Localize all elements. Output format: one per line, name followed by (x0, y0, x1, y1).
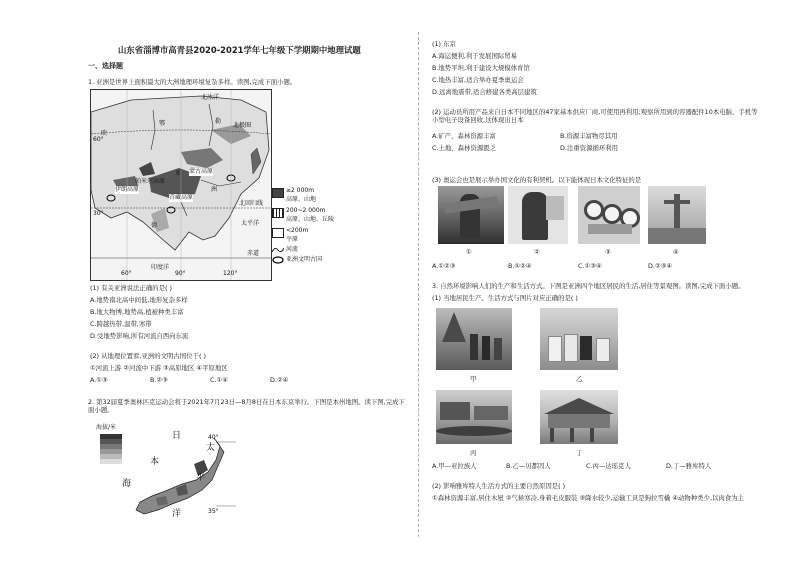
q1-sub1-stem: (1) 有关亚洲说法正确的是( ) (90, 284, 173, 292)
japan-label-nichi: 日 (172, 431, 182, 441)
map-label-lon-90: 90° (175, 270, 186, 277)
japan-label-tai: 太 (206, 443, 216, 453)
q1-sub1-option-d[interactable]: D.受地势影响,所有河流自西向东流 (90, 332, 189, 340)
q3-sub2-options-line: ①森林资源丰富,居住木屋 ②气候寒冷,身着毛皮服装 ③降水较少,运输工具是狗拉雪橇 ④动物种类少,以肉食为主 (432, 494, 744, 502)
culture-photo-4 (648, 186, 706, 244)
legend-label-river: 河流 (286, 246, 299, 253)
q3-sub1-stem: (1) 当地居民生产、生活方式与图片对应正确的是( ) (432, 294, 578, 302)
q2-sub3-choice-b[interactable]: B.①②④ (508, 262, 532, 270)
map-label-asia-a: 亚 (175, 170, 182, 177)
japan-label-hon: 本 (150, 457, 160, 467)
lifestyle-photo-bing-label: 丙 (470, 449, 477, 457)
map-label-lat-60: 60° (93, 136, 104, 143)
map-label-tropic-cancer: 北回归线 (239, 200, 264, 207)
q1-sub2-choice-a[interactable]: A.①③ (90, 376, 108, 384)
lifestyle-photo-jia-label: 甲 (470, 375, 477, 383)
q2-sub2-option-d[interactable]: D.注重资源循环利用 (560, 144, 619, 152)
asia-map-graphic (91, 90, 271, 280)
q2-sub1-option-d[interactable]: D.远离地震带,适合修建各类高层建筑 (432, 88, 537, 96)
japan-label-lat40: 40° (208, 434, 219, 441)
lifestyle-photo-bing (436, 390, 512, 444)
map-label-tibetan-plateau: 青藏高原 (169, 194, 194, 201)
japan-label-yo: 洋 (172, 509, 182, 519)
map-label-lena-river: 勒 (215, 118, 222, 125)
q2-sub2-option-c[interactable]: C.土地、森林资源匮乏 (432, 144, 497, 152)
map-label-arctic-ocean: 北冰洋 (201, 94, 220, 101)
map-label-lon-120: 120° (223, 270, 238, 277)
map-label-equator: 赤道 (247, 250, 260, 257)
q1-sub1-option-b[interactable]: B.地大物博,地势高,植被种类丰富 (90, 308, 184, 316)
culture-photo-2-label: ② (534, 248, 540, 256)
culture-photo-3 (578, 186, 640, 244)
q3-sub2-stem: (2) 影响雅库特人生活方式的主要自然原因是( ) (432, 482, 566, 490)
section-heading: 一、选择题 (88, 62, 123, 70)
civilization-icon (272, 256, 284, 264)
q1-sub2-choice-c[interactable]: C.①④ (210, 376, 228, 384)
map-label-pamir: 帕米尔高原 (135, 178, 166, 185)
q2-sub2-stem: (2) 运动员所用产品来自日本不同地区的47家基本供应厂商,可使用再利用;观察所用到的容器配件10本电脑、手机等小型电子设备回收,这体现出日本 (432, 108, 758, 124)
q2-sub2-option-a[interactable]: A.矿产、森林资源丰富 (432, 132, 496, 140)
legend-swatch-low (272, 228, 284, 238)
q1-sub1-option-a[interactable]: A.地势南北高中间低,地形复杂多样 (90, 296, 188, 304)
map-label-lat-30: 30° (93, 210, 104, 217)
legend-label-mid-type: 高原、山地、丘陵 (286, 216, 335, 223)
q2-sub1-option-c[interactable]: C.地热丰富,适合举办夏季奥运会 (432, 76, 524, 84)
column-divider (418, 32, 419, 537)
q2-sub1-option-a[interactable]: A.海运便利,利于发展国际贸易 (432, 52, 518, 60)
map-label-europe: 欧 (101, 130, 108, 137)
map-label-ob-river: 鄂 (159, 120, 166, 127)
q2-sub1-stem: (1) 东京 (432, 40, 456, 48)
q2-sub2-option-b[interactable]: B.资源丰富物尽其用 (560, 132, 618, 140)
q2-sub3-choice-a[interactable]: A.①②③ (432, 262, 456, 270)
culture-photo-3-label: ③ (605, 248, 611, 256)
legend-label-civilization: 亚洲文明古国 (286, 256, 323, 263)
culture-photo-1-label: ① (466, 248, 472, 256)
japan-label-hei: 平 (196, 473, 206, 483)
map-label-lon-60: 60° (121, 270, 132, 277)
legend-label-high-type: 高原、山地 (286, 196, 317, 203)
q1-sub2-choice-b[interactable]: B.②③ (150, 376, 168, 384)
legend-label-low-range: <200m (286, 227, 309, 234)
culture-photo-2 (508, 186, 568, 244)
q2-sub1-option-b[interactable]: B.地势平坦,利于建设大规模体育馆 (432, 64, 530, 72)
map-label-mongolian-plateau: 蒙古高原 (189, 168, 214, 175)
japan-label-sea: 海 (122, 479, 132, 489)
page-title: 山东省淄博市高青县2020-2021学年七年级下学期期中地理试题 (118, 45, 361, 55)
japan-label-lat35: 35° (208, 508, 219, 515)
lifestyle-photo-jia (436, 308, 512, 370)
map-label-deccan: 德 (151, 222, 158, 229)
lifestyle-photo-yi-label: 乙 (576, 375, 583, 383)
q3-sub1-choice-a[interactable]: A.甲—亚拉族人 (432, 462, 477, 470)
lifestyle-photo-yi (540, 308, 618, 370)
lifestyle-photo-ding (540, 390, 618, 444)
q3-sub1-choice-d[interactable]: D.丁—雅库特人 (666, 462, 712, 470)
legend-label-mid-range: 200~2 000m (286, 207, 326, 214)
map-label-asia-b: 洲 (211, 186, 218, 193)
legend-swatch-high (272, 188, 284, 198)
map-label-arctic-circle: 北极圈 (233, 122, 252, 129)
japan-legend-title: 海拔/米 (96, 424, 117, 431)
q1-sub1-option-c[interactable]: C.跨越热带,温带,寒带 (90, 320, 152, 328)
q2-sub3-choice-d[interactable]: D.②③④ (648, 262, 673, 270)
legend-label-high-range: ≥2 000m (286, 187, 315, 194)
lifestyle-photo-ding-label: 丁 (576, 449, 583, 457)
q1-sub2-stem: (2) 从地理位置看,亚洲的文明古国位于( ) (90, 352, 206, 360)
river-icon (272, 246, 284, 254)
culture-photo-1 (438, 186, 504, 244)
asia-map-legend (272, 186, 352, 276)
q1-sub2-choice-d[interactable]: D.②④ (270, 376, 289, 384)
legend-swatch-mid (272, 208, 284, 218)
legend-label-low-type: 平原 (286, 236, 299, 243)
q3-sub1-choice-b[interactable]: B.乙—贝都因人 (506, 462, 551, 470)
q1-sub2-options-line: ①河流上游 ②河流中下游 ③高原地区 ④平原地区 (90, 364, 228, 372)
q2-sub3-stem: (3) 奥运会也是展示举办国文化的有利契机。以下能体现日本文化特征的是 (432, 176, 642, 184)
map-label-iranian-plateau: 伊朗高原 (115, 186, 140, 193)
japan-map (96, 424, 236, 520)
q2-sub3-choice-c[interactable]: C.①③④ (578, 262, 602, 270)
map-label-pacific: 太平洋 (241, 220, 260, 227)
q3-sub1-choice-c[interactable]: C.丙—达瑶克人 (586, 462, 631, 470)
map-label-indian-ocean: 印度洋 (151, 264, 170, 271)
question-1-stem: 1. 亚洲是世界上面积最大的大洲地理环境复杂多样。读图,完成下面小题。 (88, 78, 297, 86)
question-2-stem: 2. 第32届夏季奥林匹克运动会将于2021年7月23日—8月8日在日本东京举行。下图是本州地图。读下图,完成下面小题。 (88, 398, 405, 414)
culture-photo-4-label: ④ (673, 248, 679, 256)
asia-map (90, 89, 272, 281)
question-3-stem: 3. 自然环境影响人们的生产和生活方式。下图是亚洲四个地区居民的生活,居住等景观图。读图,完成下面小题。 (432, 282, 745, 290)
